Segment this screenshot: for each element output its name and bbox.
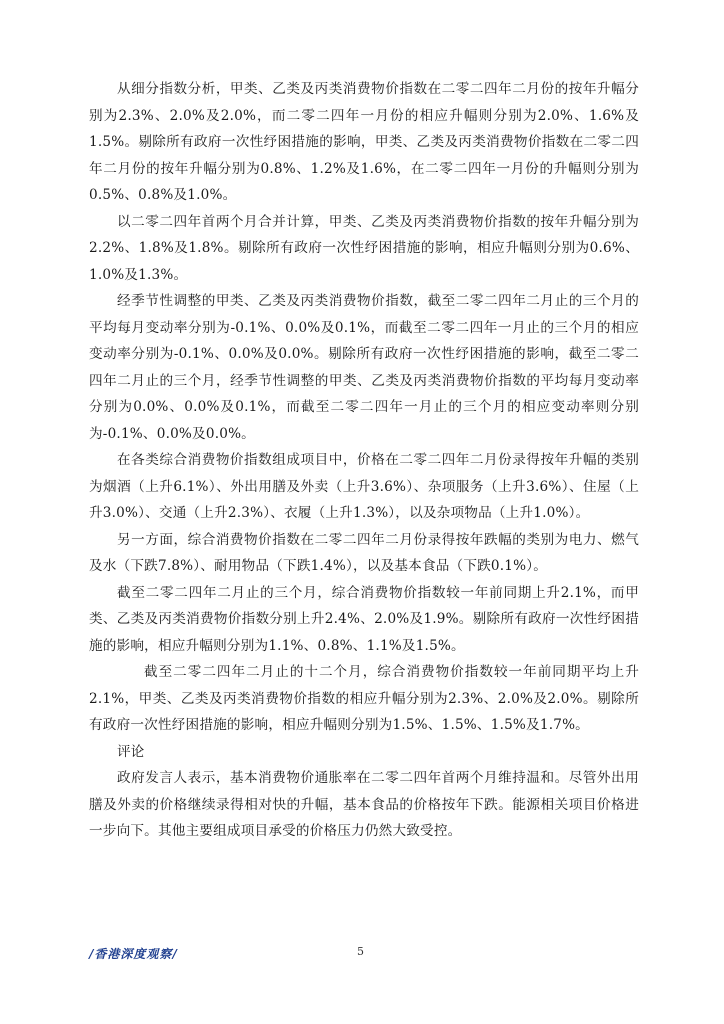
paragraph-seasonally-adjusted: 经季节性调整的甲类、乙类及丙类消费物价指数，截至二零二四年二月止的三个月的平均每月变动率分别为-0.1%、0.0%及0.1%，而截至二零二四年一月止的三个月的相应变动率分别为-0.1%、0.0%及0.0%。剔除所有政府一次性纾困措施的影响，截至二零二四年二月止的三个月，经季节性调整的甲类、乙类及丙类消费物价指数的平均每月变动率分别为0.0%、0.0%及0.1%，而截至二零二四年一月止的三个月的相应变动率则分别为-0.1%、0.0%及0.0%。 (89, 293, 639, 442)
section-heading-commentary: 评论 (117, 743, 145, 760)
paragraph-twelve-months: 截至二零二四年二月止的十二个月，综合消费物价指数较一年前同期平均上升2.1%，甲类、乙类及丙类消费物价指数的相应升幅分别为2.3%、2.0%及2.0%。剔除所有政府一次性纾困措施的影响，相应升幅则分别为1.5%、1.5%、1.5%及1.7%。 (89, 664, 639, 733)
page-number: 5 (357, 945, 364, 958)
paragraph-sub-indices: 从细分指数分析，甲类、乙类及丙类消费物价指数在二零二四年二月份的按年升幅分别为2.3%、2.0%及2.0%，而二零二四年一月份的相应升幅则分别为2.0%、1.6%及1.5%。剔除所有政府一次性纾困措施的影响，甲类、乙类及丙类消费物价指数在二零二四年二月份的按年升幅分别为0.8%、1.2%及1.6%，在二零二四年一月份的升幅则分别为0.5%、0.8%及1.0%。 (89, 81, 639, 203)
paragraph-three-months: 截至二零二四年二月止的三个月，综合消费物价指数较一年前同期上升2.1%，而甲类、乙类及丙类消费物价指数分别上升2.4%、2.0%及1.9%。剔除所有政府一次性纾困措施的影响，相应升幅则分别为1.1%、0.8%、1.1%及1.5%。 (89, 584, 639, 654)
document-body (89, 76, 639, 845)
paragraph-first-two-months: 以二零二四年首两个月合并计算，甲类、乙类及丙类消费物价指数的按年升幅分别为2.2%、1.8%及1.8%。剔除所有政府一次性纾困措施的影响，相应升幅则分别为0.6%、1.0%及1.3%。 (89, 213, 639, 283)
paragraph-commentary: 政府发言人表示，基本消费物价通胀率在二零二四年首两个月维持温和。尽管外出用膳及外卖的价格继续录得相对快的升幅，基本食品的价格按年下跌。能源相关项目价格进一步向下。其他主要组成项目承受的价格压力仍然大致受控。 (89, 770, 639, 839)
paragraph-increases-by-category: 在各类综合消费物价指数组成项目中，价格在二零二四年二月份录得按年升幅的类别为烟酒（上升6.1%）、外出用膳及外卖（上升3.6%）、杂项服务（上升3.6%）、住屋（上升3.0%）、交通（上升2.3%）、衣履（上升1.3%），以及杂项物品（上升1.0%）。 (89, 452, 639, 521)
footer-brand: /香港深度观察/ (89, 947, 178, 961)
paragraph-decreases-by-category: 另一方面，综合消费物价指数在二零二四年二月份录得按年跌幅的类别为电力、燃气及水（下跌7.8%）、耐用物品（下跌1.4%），以及基本食品（下跌0.1%）。 (89, 531, 639, 574)
